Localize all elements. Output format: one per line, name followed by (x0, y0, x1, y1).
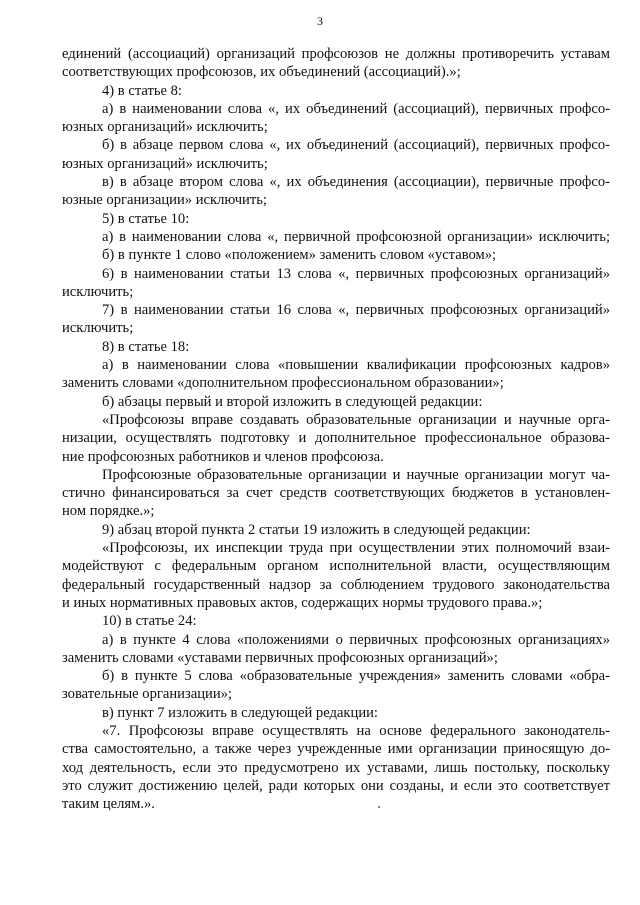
text-line: таким целям.». (62, 796, 155, 813)
text-line: 10) в статье 24: (102, 613, 197, 630)
text-line: б) в пункте 1 слово «положением» заменить словом «уставом»; (102, 247, 497, 264)
text-line: «Профсоюзы, их инспекции труда при осуществлении этих полномочий взаи- (102, 540, 610, 557)
text-line: а) в наименовании слова «, первичной профсоюзной организации» исключить; (102, 228, 610, 245)
text-line: 5) в статье 10: (102, 210, 190, 227)
text-line: ства самостоятельно, а также через учрежденные ими организации приносящую до- (62, 741, 610, 758)
text-line: б) абзацы первый и второй изложить в следующей редакции: (102, 393, 483, 410)
text-line: в) в абзаце втором слова «, их объединения (ассоциации), первичные профсо- (102, 174, 610, 191)
page-number: 3 (317, 14, 323, 28)
text-line: зовательные организации»; (62, 686, 233, 703)
text-line: юзные организации» исключить; (62, 192, 267, 209)
text-line: низации, осуществлять подготовку и дополнительное профессиональное образова- (62, 430, 610, 447)
text-line: юзных организаций» исключить; (62, 155, 268, 172)
text-line: а) в пункте 4 слова «положениями о первичных профсоюзных организациях» (102, 631, 610, 648)
text-line: «Профсоюзы вправе создавать образовательные организации и научные орга- (102, 411, 610, 428)
text-line: 7) в наименовании статьи 16 слова «, первичных профсоюзных организаций» (102, 302, 610, 319)
text-line: Профсоюзные образовательные организации и научные организации могут ча- (102, 466, 610, 483)
text-line: соответствующих профсоюзов, их объединений (ассоциаций).»; (62, 64, 461, 81)
text-line: а) в наименовании слова «, их объединений (ассоциаций), первичных профсо- (102, 100, 610, 117)
text-line: б) в абзаце первом слова «, их объединений (ассоциаций), первичных профсо- (102, 137, 610, 154)
text-line: 9) абзац второй пункта 2 статьи 19 изложить в следующей редакции: (102, 521, 531, 538)
text-line: ход деятельность, если это предусмотрено их уставами, лишь постольку, поскольку (62, 759, 610, 776)
text-line: а) в наименовании слова «повышении квалификации профсоюзных кадров» (102, 357, 610, 374)
text-line: «7. Профсоюзы вправе осуществлять на основе федерального законодатель- (102, 722, 610, 739)
text-line: в) пункт 7 изложить в следующей редакции: (102, 704, 378, 721)
text-line: юзных организаций» исключить; (62, 119, 268, 136)
text-line: единений (ассоциаций) организаций профсоюзов не должны противоречить уставам (62, 46, 610, 62)
text-line: заменить словами «дополнительном профессиональном образовании»; (62, 375, 504, 392)
text-line: и иных нормативных правовых актов, содержащих нормы трудового права.»; (62, 594, 543, 611)
text-line: заменить словами «уставами первичных профсоюзных организаций»; (62, 649, 498, 666)
text-line: федеральный государственный надзор за соблюдением трудового законодательства (62, 576, 610, 593)
text-line: модействуют с федеральным органом исполнительной власти, осуществляющим (62, 558, 610, 575)
text-line: ном порядке.»; (62, 503, 155, 520)
text-line: 4) в статье 8: (102, 82, 182, 99)
text-line: б) в пункте 5 слова «образовательные учреждения» заменить словами «обра- (102, 668, 610, 685)
text-line: 6) в наименовании статьи 13 слова «, первичных профсоюзных организаций» (102, 265, 610, 282)
document-body (62, 45, 610, 813)
scan-speck (378, 806, 380, 808)
text-line: исключить; (62, 320, 134, 337)
text-line: ние профсоюзных работников и членов профсоюза. (62, 448, 384, 465)
text-line: это служит достижению целей, ради которых они созданы, и если это соответствует (62, 777, 610, 794)
text-line: исключить; (62, 283, 134, 300)
text-line: стично финансироваться за счет средств соответствующих бюджетов в установлен- (62, 485, 610, 502)
text-line: 8) в статье 18: (102, 338, 190, 355)
